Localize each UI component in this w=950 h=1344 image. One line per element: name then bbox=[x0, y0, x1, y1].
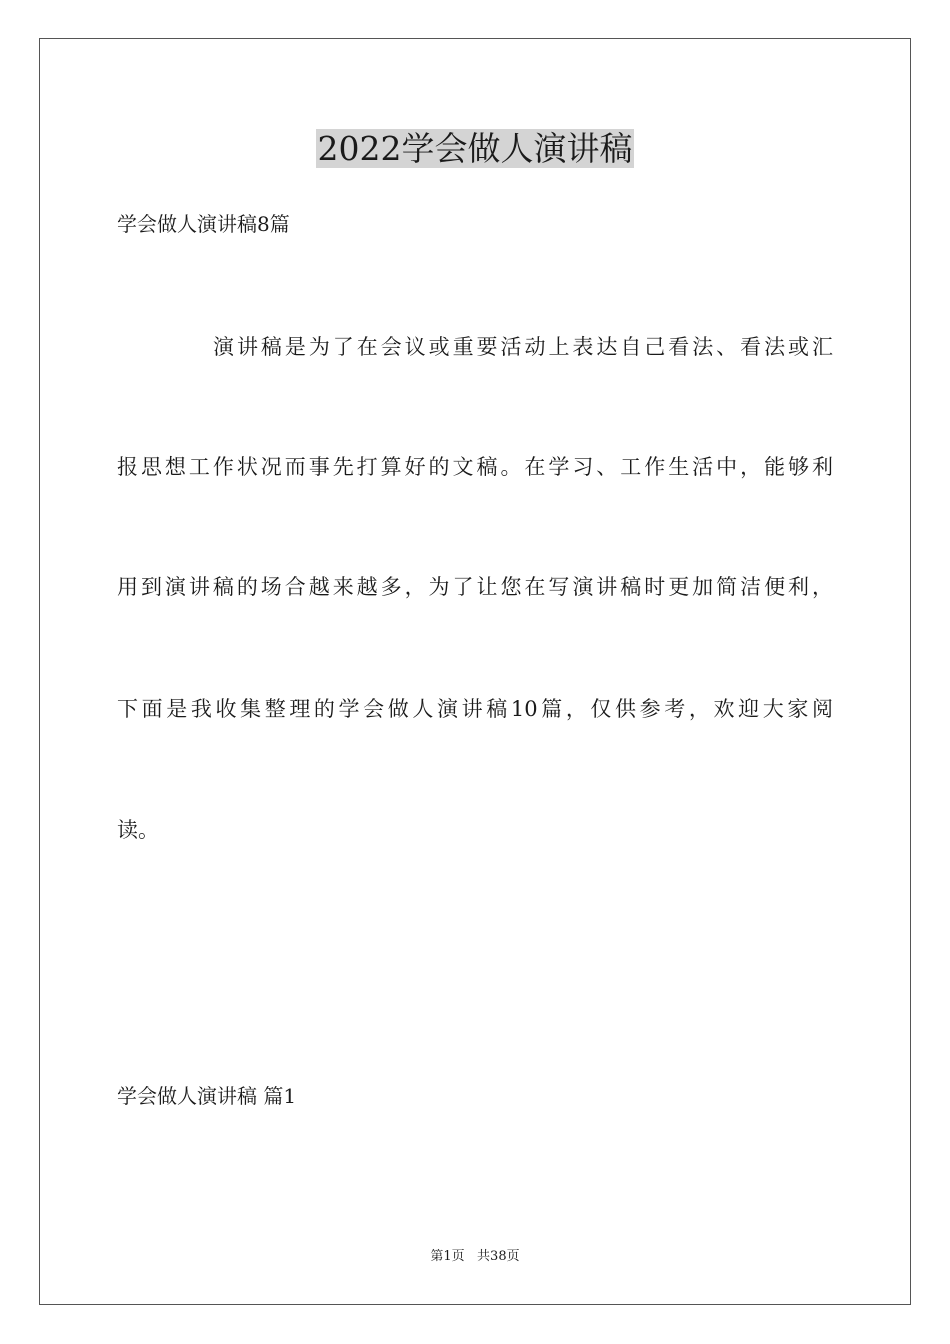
document-title-text: 2022学会做人演讲稿 bbox=[317, 129, 633, 168]
document-subtitle: 学会做人演讲稿8篇 bbox=[117, 212, 290, 236]
page-footer: 第1页 共38页 bbox=[430, 1249, 520, 1264]
section-heading: 学会做人演讲稿 篇1 bbox=[117, 1084, 297, 1108]
intro-line: 下面是我收集整理的学会做人演讲稿10篇，仅供参考，欢迎大家阅 bbox=[117, 697, 833, 721]
intro-line: 用到演讲稿的场合越来越多，为了让您在写演讲稿时更加简洁便利， bbox=[117, 575, 833, 599]
document-title bbox=[0, 128, 950, 170]
intro-line: 读。 bbox=[117, 818, 159, 842]
intro-line: 报思想工作状况而事先打算好的文稿。在学习、工作生活中，能够利 bbox=[117, 455, 833, 479]
intro-line: 演讲稿是为了在会议或重要活动上表达自己看法、看法或汇 bbox=[213, 335, 833, 359]
